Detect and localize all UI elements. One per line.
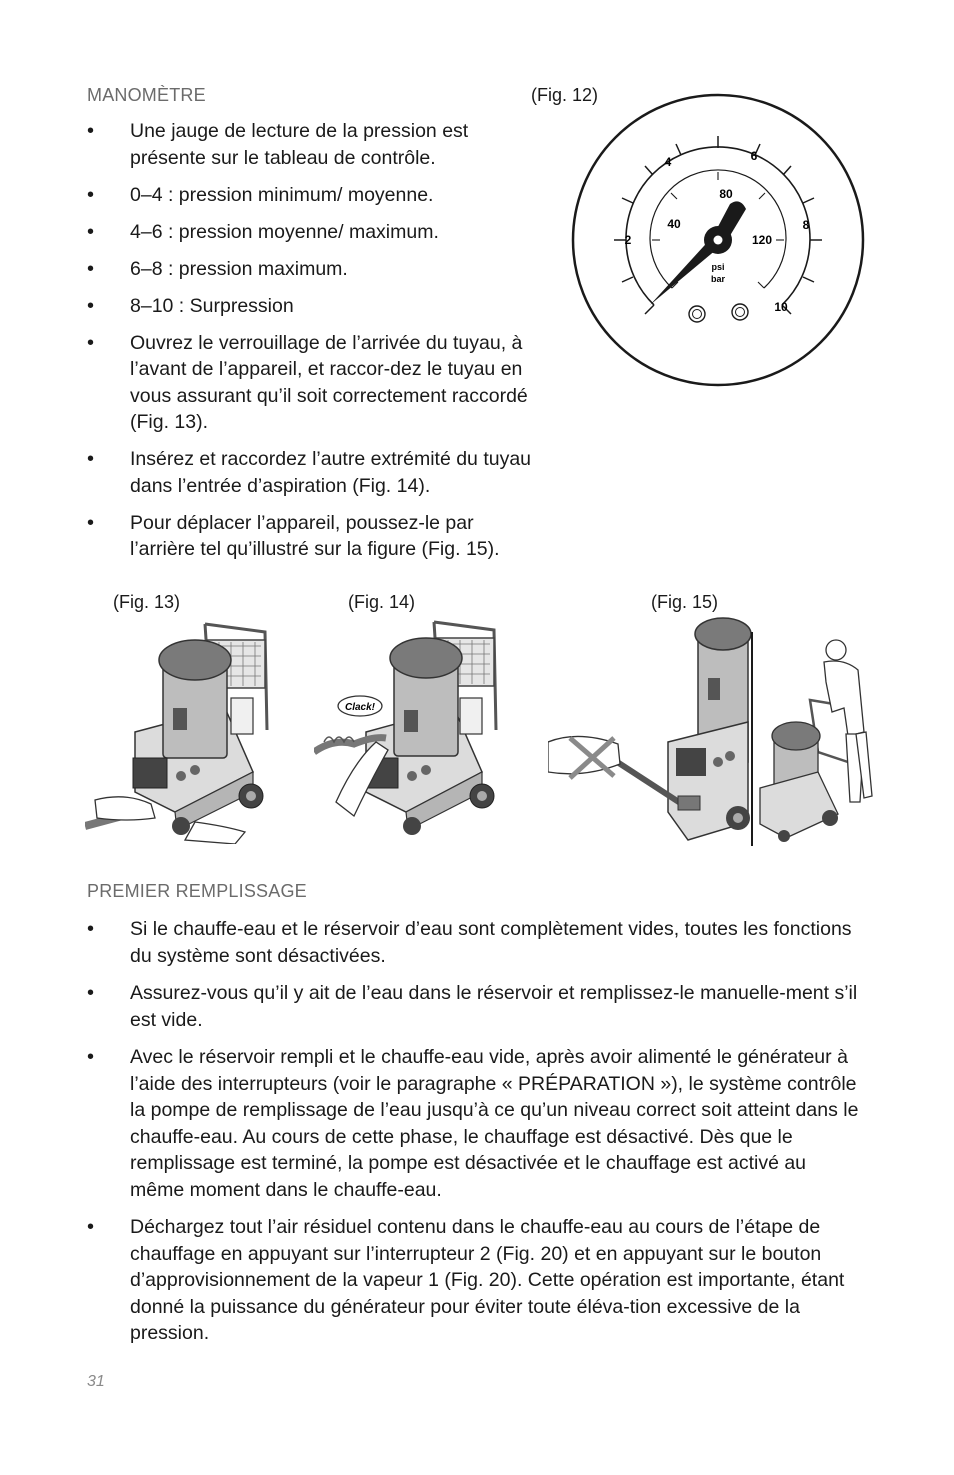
- gauge-psi-label: 40: [667, 217, 681, 231]
- manometre-bullet: • Pour déplacer l’appareil, poussez-le par l’arrière tel qu’illustré sur la figure (Fig. 15).: [87, 510, 537, 563]
- fig14-illustration: [314, 612, 514, 844]
- premier-remplissage-bullet-list: [87, 916, 863, 1347]
- gauge-unit-psi: psi: [711, 262, 725, 272]
- gauge-bar-label: 10: [774, 300, 788, 314]
- gauge-bar-label: 8: [802, 218, 810, 232]
- manometre-bullet: • Ouvrez le verrouillage de l’arrivée du tuyau, à l’avant de l’appareil, et raccor-dez le tuyau en vous assurant qu’il soit correctement raccordé (Fig. 13).: [87, 330, 537, 436]
- premier-remplissage-bullet: • Avec le réservoir rempli et le chauffe-eau vide, après avoir alimenté le générateur à l’aide des interrupteurs (voir le paragraphe « PRÉPARATION »), le système contrôle la pompe de remplissage de l’eau jusqu’à ce qu’un niveau correct soit atteint dans le chauffe-eau. Au cours de cette phase, le chauffage est désactivé. Dès que le remplissage est terminé, la pompe est désactivée et le chauffage est activé au même moment dans le chauffe-eau.: [87, 1044, 863, 1203]
- gauge-bar-label: 2: [624, 233, 632, 247]
- fig13-illustration: [85, 612, 285, 844]
- manometre-bullet: • 8–10 : Surpression: [87, 293, 537, 320]
- premier-remplissage-bullet: • Déchargez tout l’air résiduel contenu dans le chauffe-eau au cours de l’étape de chauffage en appuyant sur l’interrupteur 2 (Fig. 20) et en appuyant sur le bouton d’approvisionnement de la vapeur 1 (Fig. 20). Cette opération est importante, étant donné la puissance du générateur pour éviter toute éléva-tion excessive de la pression.: [87, 1214, 863, 1347]
- manometre-heading: MANOMÈTRE: [87, 85, 206, 105]
- manometre-bullet: • 0–4 : pression minimum/ moyenne.: [87, 182, 537, 209]
- pressure-gauge-illustration: [570, 92, 870, 392]
- manometre-bullet: • Une jauge de lecture de la pression est présente sur le tableau de contrôle.: [87, 118, 537, 171]
- premier-remplissage-bullet: • Si le chauffe-eau et le réservoir d’eau sont complètement vides, toutes les fonctions du système sont désactivées.: [87, 916, 863, 969]
- gauge-unit-bar: bar: [710, 274, 726, 284]
- premier-remplissage-heading: PREMIER REMPLISSAGE: [87, 881, 307, 901]
- manometre-bullet: • 6–8 : pression maximum.: [87, 256, 537, 283]
- manometre-bullet-list: [87, 118, 537, 563]
- clack-callout-text: Clack!: [344, 702, 376, 713]
- manometre-bullet: • Insérez et raccordez l’autre extrémité du tuyau dans l’entrée d’aspiration (Fig. 14).: [87, 446, 537, 499]
- gauge-psi-label: 80: [719, 187, 733, 201]
- gauge-psi-label: 120: [751, 233, 773, 247]
- manometre-bullet: • 4–6 : pression moyenne/ maximum.: [87, 219, 537, 246]
- fig12-caption: (Fig. 12): [531, 85, 599, 105]
- fig15-caption: (Fig. 15): [651, 592, 719, 612]
- gauge-bar-label: 4: [664, 155, 672, 169]
- premier-remplissage-bullet: • Assurez-vous qu’il y ait de l’eau dans le réservoir et remplissez-le manuelle-ment s’il est vide.: [87, 980, 863, 1033]
- fig15-illustration: [548, 612, 878, 850]
- fig13-caption: (Fig. 13): [113, 592, 181, 612]
- gauge-bar-label: 6: [750, 149, 758, 163]
- fig14-caption: (Fig. 14): [348, 592, 416, 612]
- page-number: 31: [87, 1373, 105, 1390]
